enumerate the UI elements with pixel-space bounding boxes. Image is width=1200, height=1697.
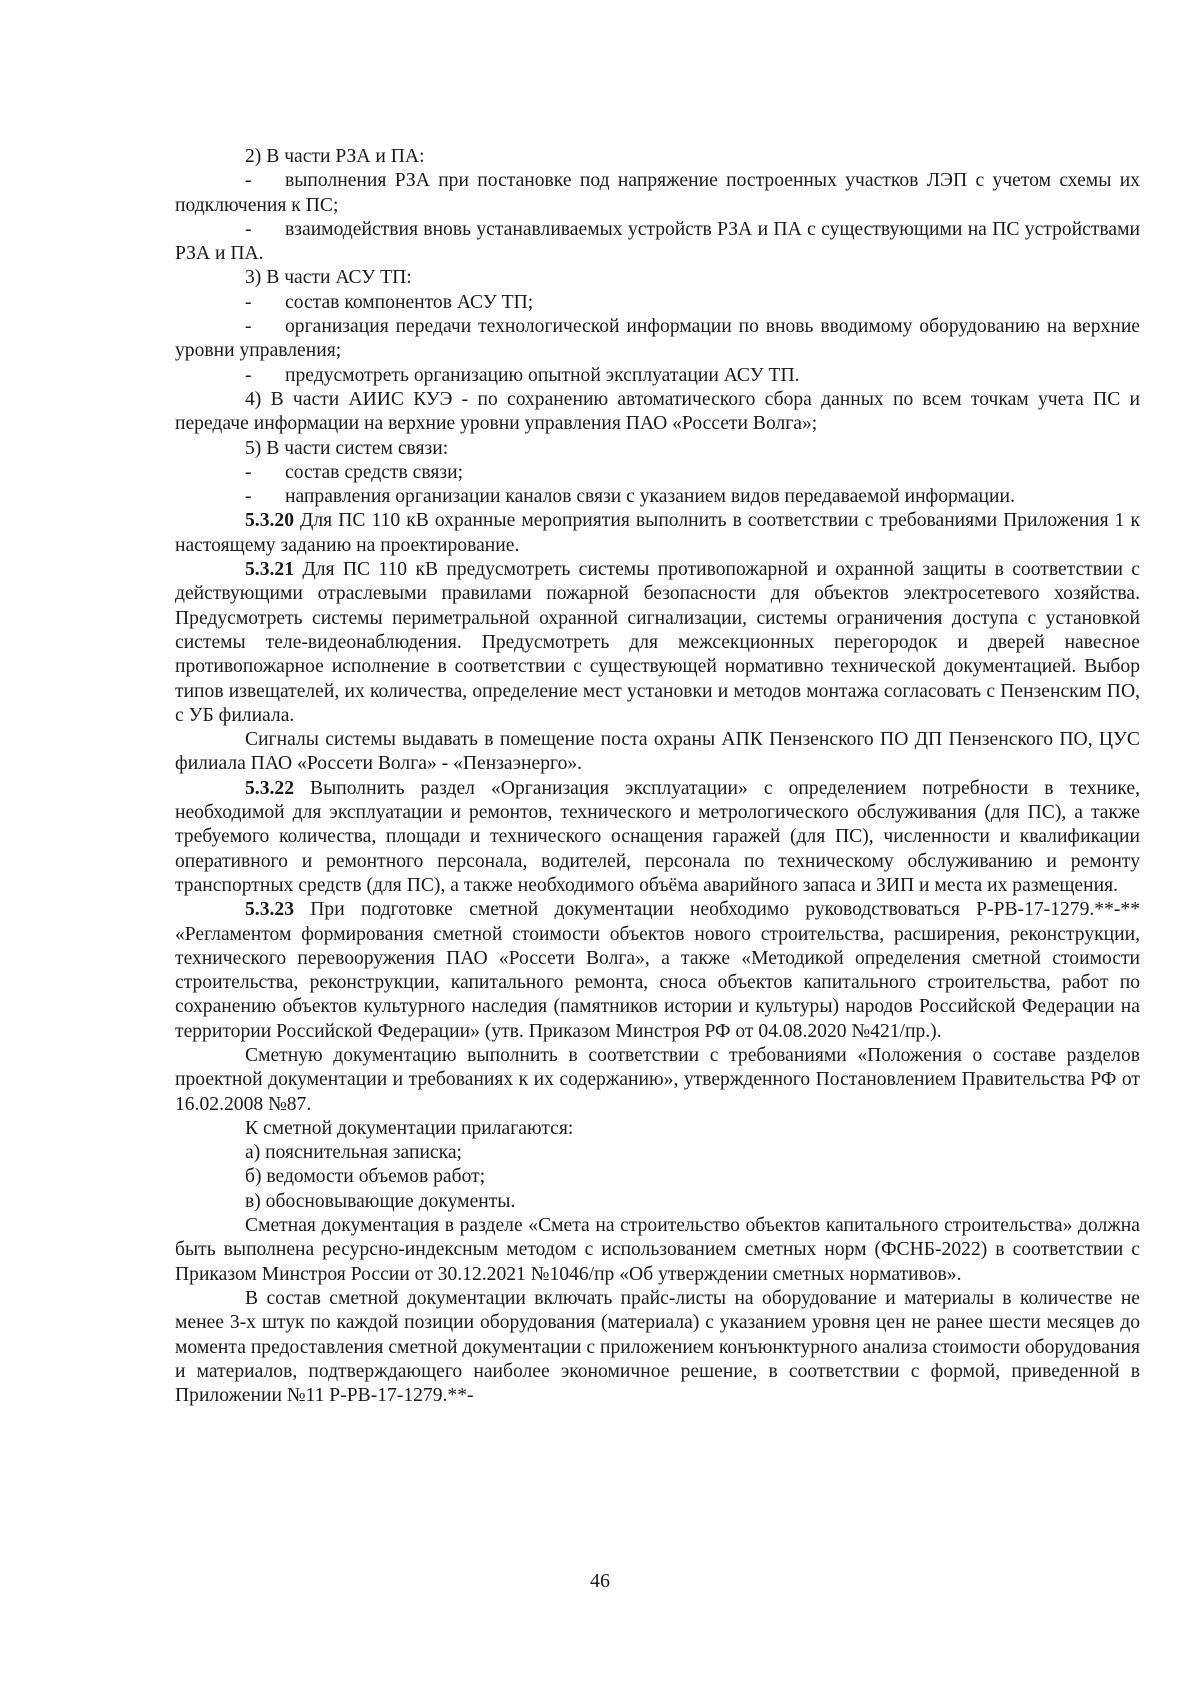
dash-marker: - xyxy=(245,364,252,386)
list-item xyxy=(175,169,1140,218)
dash-marker: - xyxy=(245,170,252,192)
paragraph: в) обосновывающие документы. xyxy=(245,1190,516,1212)
paragraph: К сметной документации прилагаются: xyxy=(245,1117,574,1139)
paragraph: 4) В части АИИС КУЭ - по сохранению автоматического сбора данных по всем точкам учета ПС и передаче информации на верхние уровни управления ПАО «Россети Волга»; xyxy=(175,388,1140,435)
dash-marker: - xyxy=(245,486,252,508)
paragraph: Сигналы системы выдавать в помещение поста охраны АПК Пензенского ПО ДП Пензенского ПО, ЦУС филиала ПАО «Россети Волга» - «Пензаэнерго». xyxy=(175,729,1140,775)
clause-number: 5.3.20 xyxy=(245,510,294,532)
list-item-text: состав средств связи; xyxy=(285,461,464,483)
clause-paragraph xyxy=(175,777,1140,898)
paragraph: В состав сметной документации включать прайс-листы на оборудование и материалы в количестве не менее 3-х штук по каждой позиции оборудования (материала) с указанием уровня цен не ранее шести месяцев до момента предоставления сметной документации с приложением конъюнктурного анализа стоимости оборудования и материалов, подтверждающего наиболее экономичное решение, в соответствии с формой, приведенной в Приложении №11 Р-РВ-17-1279.**- xyxy=(175,1287,1140,1407)
list-item xyxy=(175,218,1140,267)
list-item xyxy=(175,364,1140,388)
list-item xyxy=(175,315,1140,364)
clause-paragraph xyxy=(175,558,1140,728)
page-number: 46 xyxy=(590,1570,610,1592)
paragraph: Сметную документацию выполнить в соответствии с требованиями «Положения о составе разделов проектной документации и требованиях к их содержанию», утвержденного Постановлением Правительства РФ от 16.02.2008 №87. xyxy=(175,1044,1140,1115)
paragraph: 5) В части систем связи: xyxy=(245,437,449,459)
clause-text: Для ПС 110 кВ охранные мероприятия выполнить в соответствии с требованиями Приложения 1 к настоящему заданию на проектирование. xyxy=(175,510,1140,556)
list-item-text: взаимодействия вновь устанавливаемых устройств РЗА и ПА с существующими на ПС устройствами РЗА и ПА. xyxy=(175,218,1140,265)
list-item-text: выполнения РЗА при постановке под напряжение построенных участков ЛЭП с учетом схемы их подключения к ПС; xyxy=(175,170,1140,216)
paragraph: 2) В части РЗА и ПА: xyxy=(245,146,425,167)
clause-text: При подготовке сметной документации необходимо руководствоваться Р-РВ-17-1279.**-** «Регламентом формирования сметной стоимости объектов нового строительства, расширения, реконструкции, технического перевооружения ПАО «Россети Волга», а также «Методикой определения сметной стоимости строительства, реконструкции, капитального ремонта, сноса объектов капитального строительства, работ по сохранению объектов культурного наследия (памятников истории и культуры) народов Российской Федерации на территории Российской Федерации» (утв. Приказом Минстроя РФ от 04.08.2020 №421/пр.). xyxy=(175,899,1140,1042)
dash-marker: - xyxy=(245,316,252,338)
clause-paragraph xyxy=(175,898,1140,1044)
dash-marker: - xyxy=(245,461,252,483)
clause-paragraph xyxy=(175,509,1140,558)
list-item xyxy=(175,485,1140,509)
list-item xyxy=(175,461,1140,485)
paragraph: б) ведомости объемов работ; xyxy=(245,1166,486,1188)
document-body xyxy=(175,145,1140,1408)
clause-number: 5.3.22 xyxy=(245,777,294,799)
clause-text: Для ПС 110 кВ предусмотреть системы противопожарной и охранной защиты в соответствии с действующими отраслевыми правилами пожарной безопасности для объектов электросетевого хозяйства. Предусмотреть системы периметральной охранной сигнализации, системы ограничения доступа с установкой системы теле-видеонаблюдения. Предусмотреть для межсекционных перегородок и дверей навесное противопожарное исполнение в соответствии с существующей нормативно технической документацией. Выбор типов извещателей, их количества, определение мест установки и методов монтажа согласовать с Пензенским ПО, с УБ филиала. xyxy=(175,559,1140,726)
list-item-text: организация передачи технологической информации по вновь вводимому оборудованию на верхние уровни управления; xyxy=(175,316,1140,362)
list-item-text: направления организации каналов связи с указанием видов передаваемой информации. xyxy=(285,486,1015,508)
paragraph: а) пояснительная записка; xyxy=(245,1142,462,1164)
clause-number: 5.3.21 xyxy=(245,559,294,581)
clause-number: 5.3.23 xyxy=(245,899,294,921)
paragraph: Сметная документация в разделе «Смета на строительство объектов капитального строительства» должна быть выполнена ресурсно-индексным методом с использованием сметных норм (ФСНБ-2022) в соответствии с Приказом Минстроя России от 30.12.2021 №1046/пр «Об утверждении сметных нормативов». xyxy=(175,1215,1140,1285)
list-item-text: предусмотреть организацию опытной эксплуатации АСУ ТП. xyxy=(285,364,800,386)
dash-marker: - xyxy=(245,291,252,313)
dash-marker: - xyxy=(245,218,252,240)
paragraph: 3) В части АСУ ТП: xyxy=(245,267,412,289)
list-item-text: состав компонентов АСУ ТП; xyxy=(285,291,534,313)
list-item xyxy=(175,291,1140,315)
clause-text: Выполнить раздел «Организация эксплуатации» с определением потребности в технике, необходимой для эксплуатации и ремонтов, технического и метрологического обслуживания (для ПС), а также требуемого количества, площади и технического оснащения гаражей (для ПС), численности и квалификации оперативного и ремонтного персонала, водителей, персонала по техническому обслуживанию и ремонту транспортных средств (для ПС), а также необходимого объёма аварийного запаса и ЗИП и места их размещения. xyxy=(175,777,1140,896)
